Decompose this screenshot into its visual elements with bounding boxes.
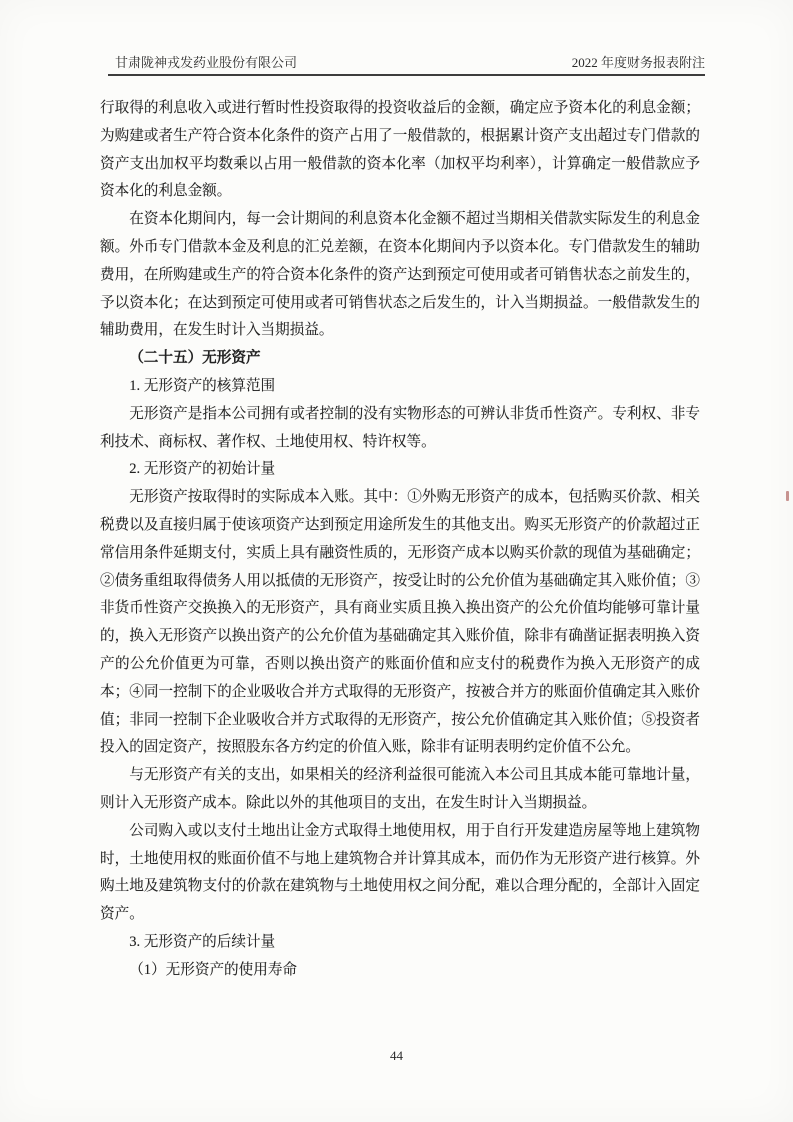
section-heading-intangible-assets: （二十五）无形资产 (129, 350, 261, 367)
paragraph-initial-measurement-detail: 无形资产按取得时的实际成本入账。其中：①外购无形资产的成本，包括购买价款、相关税费以及直接归属于使该项资产达到预定用途所发生的其他支出。购买无形资产的价款超过正常信用条件延期支付，实质上具有融资性质的，无形资产成本以购买价款的现值为基础确定；②债务重组取得债务人用以抵债的无形资产，按受让时的公允价值为基础确定其入账价值；③非货币性资产交换换入的无形资产，具有商业实质且换入换出资产的公允价值均能够可靠计量的，换入无形资产以换出资产的公允价值为基础确定其入账价值，除非有确凿证据表明换入资产的公允价值更为可靠，否则以换出资产的账面价值和应支付的税费作为换入无形资产的成本；④同一控制下的企业吸收合并方式取得的无形资产，按被合并方的账面价值确定其入账价值；非同一控制下企业吸收合并方式取得的无形资产，按公允价值确定其入账价值；⑤投资者投入的固定资产，按照股东各方约定的价值入账，除非有证明表明约定价值不公允。 (100, 489, 700, 756)
paragraph-land-use-right: 公司购入或以支付土地出让金方式取得土地使用权，用于自行开发建造房屋等地上建筑物时，土地使用权的账面价值不与地上建筑物合并计算其成本，而仍作为无形资产进行核算。外购土地及建筑物支付的价款在建筑物与土地使用权之间分配，难以合理分配的，全部计入固定资产。 (100, 822, 700, 923)
subheading-initial-measurement: 2. 无形资产的初始计量 (129, 461, 276, 478)
page-header (108, 55, 705, 76)
paragraph-borrowing-interest-continued: 行取得的利息收入或进行暂时性投资取得的投资收益后的金额，确定应予资本化的利息金额；为购建或者生产符合资本化条件的资产占用了一般借款的，根据累计资产支出超过专门借款的资产支出加权平均数乘以占用一般借款的资本化率（加权平均利率），计算确定一般借款应予资本化的利息金额。 (100, 100, 700, 200)
company-name: 甘肃陇神戎发药业股份有限公司 (115, 55, 298, 70)
scan-artifact-mark (786, 491, 789, 501)
subheading-accounting-scope: 1. 无形资产的核算范围 (129, 377, 276, 394)
page-number: 44 (390, 1048, 403, 1063)
paragraph-capitalization-period: 在资本化期间内，每一会计期间的利息资本化金额不超过当期相关借款实际发生的利息金额。外币专门借款本金及利息的汇兑差额，在资本化期间内予以资本化。专门借款发生的辅助费用，在所购建或生产的符合资本化条件的资产达到预定可使用或者可销售状态之前发生的，予以资本化；在达到预定可使用或者可销售状态之后发生的，计入当期损益。一般借款发生的辅助费用，在发生时计入当期损益。 (100, 211, 700, 339)
paragraph-related-expenditure: 与无形资产有关的支出，如果相关的经济利益很可能流入本公司且其成本能可靠地计量，则计入无形资产成本。除此以外的其他项目的支出，在发生时计入当期损益。 (100, 767, 700, 811)
subheading-subsequent-measurement: 3. 无形资产的后续计量 (129, 933, 276, 950)
subheading-useful-life: （1）无形资产的使用寿命 (129, 961, 298, 978)
paragraph-intangible-definition: 无形资产是指本公司拥有或者控制的没有实物形态的可辨认非货币性资产。专利权、非专利技术、商标权、著作权、土地使用权、特许权等。 (100, 405, 700, 450)
document-body (100, 95, 700, 985)
report-title: 2022 年度财务报表附注 (571, 55, 705, 70)
page-footer (0, 1048, 793, 1064)
